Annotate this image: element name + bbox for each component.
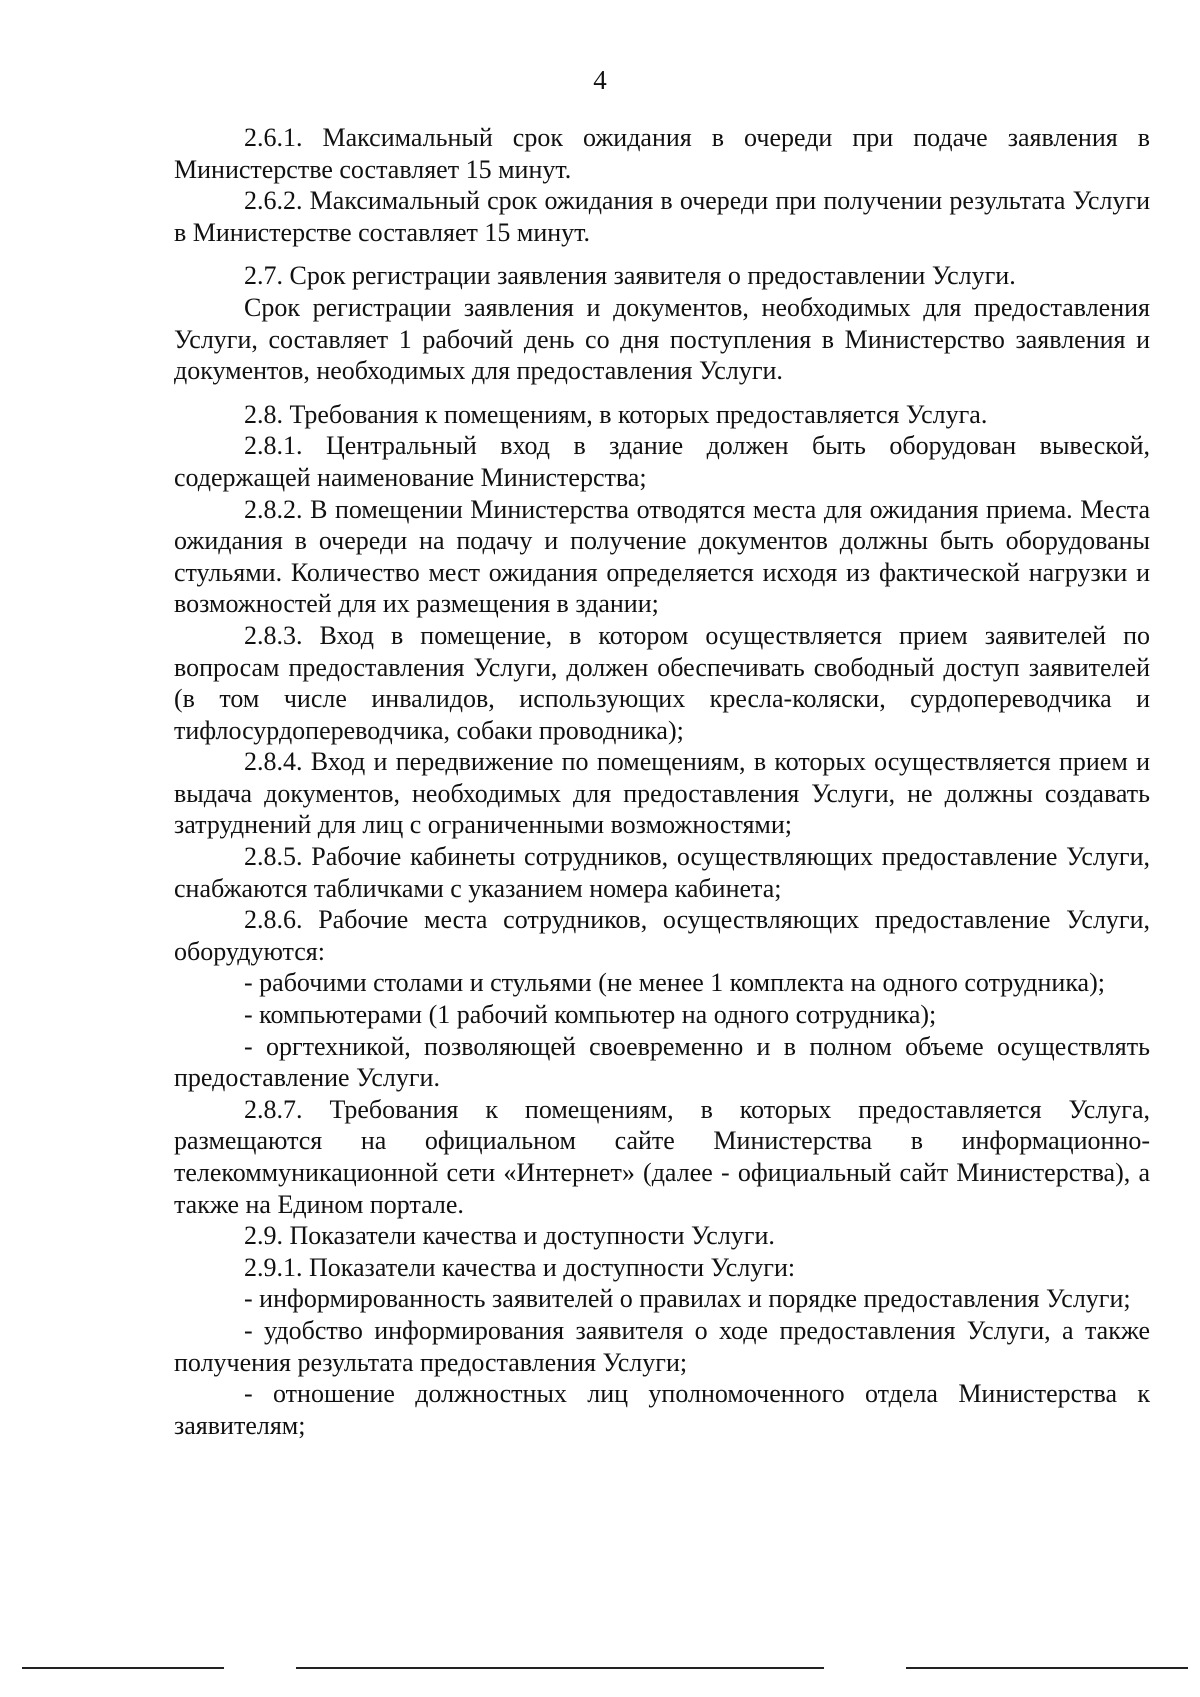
footer-rules (0, 1667, 1200, 1671)
list-item-attitude: - отношение должностных лиц уполномоченного отдела Министерства к заявителям; (174, 1379, 1150, 1440)
paragraph-2-6-2: 2.6.2. Максимальный срок ожидания в очереди при получении результата Услуги в Министерстве составляет 15 минут. (174, 186, 1150, 247)
list-item-office-equipment: - оргтехникой, позволяющей своевременно и в полном объеме осуществлять предоставление Услуги. (174, 1031, 1150, 1093)
document-body (174, 122, 1150, 1441)
paragraph-2-9-1: 2.9.1. Показатели качества и доступности Услуги: (244, 1252, 796, 1282)
list-item-desks: - рабочими столами и стульями (не менее 1 комплекта на одного сотрудника); (244, 968, 1105, 998)
paragraph-2-8-6: 2.8.6. Рабочие места сотрудников, осуществляющих предоставление Услуги, оборудуются: (174, 905, 1150, 966)
paragraph-2-7-heading: 2.7. Срок регистрации заявления заявителя о предоставлении Услуги. (244, 261, 1016, 291)
paragraph-2-8-1: 2.8.1. Центральный вход в здание должен быть оборудован вывеской, содержащей наименование Министерства; (174, 431, 1150, 492)
paragraph-2-8-7: 2.8.7. Требования к помещениям, в которых предоставляется Услуга, размещаются на официальном сайте Министерства в информационно-телекоммуникационной сети «Интернет» (далее - официальный сайт Министерства), а также на Едином портале. (174, 1094, 1150, 1219)
list-item-computers: - компьютерами (1 рабочий компьютер на одного сотрудника); (244, 1000, 937, 1030)
page-number: 4 (593, 65, 607, 95)
paragraph-2-6-1: 2.6.1. Максимальный срок ожидания в очереди при подаче заявления в Министерстве составляет 15 минут. (174, 123, 1150, 184)
list-item-informedness: - информированность заявителей о правилах и порядке предоставления Услуги; (244, 1284, 1131, 1314)
paragraph-2-9-heading: 2.9. Показатели качества и доступности Услуги. (244, 1221, 775, 1251)
footer-rule-right (906, 1667, 1188, 1669)
paragraph-2-8-5: 2.8.5. Рабочие кабинеты сотрудников, осуществляющих предоставление Услуги, снабжаются табличками с указанием номера кабинета; (174, 842, 1150, 903)
footer-rule-middle (296, 1667, 824, 1669)
paragraph-2-8-2: 2.8.2. В помещении Министерства отводятся места для ожидания приема. Места ожидания в очереди на подачу и получение документов должны быть оборудованы стульями. Количество мест ожидания определяется исходя из фактической нагрузки и возможностей для их размещения в здании; (174, 494, 1150, 619)
paragraph-2-8-heading: 2.8. Требования к помещениям, в которых предоставляется Услуга. (244, 399, 988, 429)
paragraph-2-8-4: 2.8.4. Вход и передвижение по помещениям, в которых осуществляется прием и выдача документов, необходимых для предоставления Услуги, не должны создавать затруднений для лиц с ограниченными возможностями; (174, 747, 1150, 840)
list-item-convenience: - удобство информирования заявителя о ходе предоставления Услуги, а также получения результата предоставления Услуги; (174, 1315, 1150, 1377)
footer-rule-left (22, 1667, 224, 1669)
paragraph-2-8-3: 2.8.3. Вход в помещение, в котором осуществляется прием заявителей по вопросам предоставления Услуги, должен обеспечивать свободный доступ заявителей (в том числе инвалидов, использующих кресла-коляски, сурдопереводчика и тифлосурдопереводчика, собаки проводника); (174, 620, 1150, 745)
paragraph-2-7-text: Срок регистрации заявления и документов, необходимых для предоставления Услуги, составляет 1 рабочий день со дня поступления в Министерство заявления и документов, необходимых для предоставления Услуги. (174, 292, 1150, 386)
